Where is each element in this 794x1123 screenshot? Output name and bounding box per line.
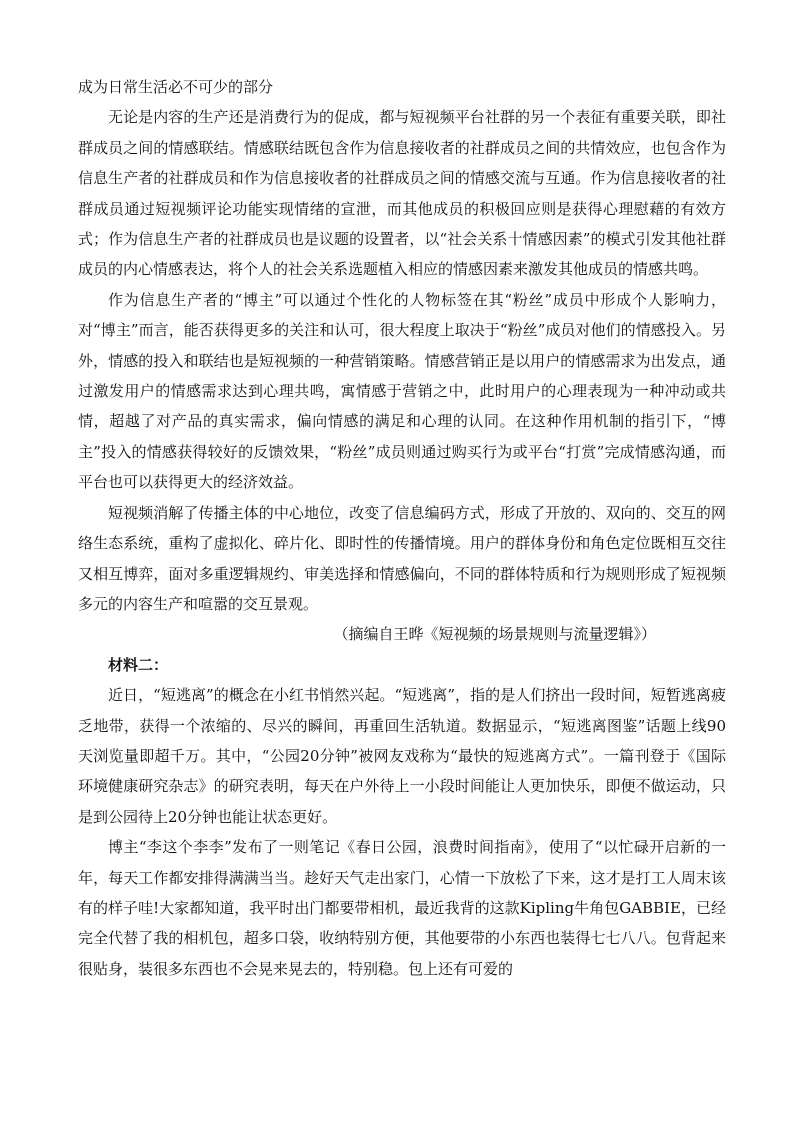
source-citation: （摘编自王晔《短视频的场景规则与流量逻辑》） <box>333 625 656 644</box>
paragraph-emotional-bond: 无论是内容的生产还是消费行为的促成，都与短视频平台社群的另一个表征有重要关联，即社群成员之间的情感联结。情感联结既包含作为信息接收者的社群成员之间的共情效应，也包含作为信息生产者的社群成员和作为信息接收者的社群成员之间的情感交流与互通。作为信息接收者的社群成员通过短视频评论功能实现情绪的宣泄，而其他成员的积极回应则是获得心理慰藉的有效方式；作为信息生产者的社群成员也是议题的设置者，以“社会关系十情感因素”的模式引发其他社群成员的内心情感表达，将个人的社会关系选题植入相应的情感因素来激发其他成员的情感共鸣。 <box>78 108 726 279</box>
paragraph-blogger-note: 博主“李这个李李”发布了一则笔记《春日公园，浪费时间指南》，使用了“以忙碌开启新的一年，每天工作都安排得满满当当。趁好天气走出家门，心情一下放松了下来，这才是打工人周末该有的样子哇!大家都知道，我平时出门都要带相机，最近我背的这款Kipling牛角包GABBIE，已经完全代替了我的相机包，超多口袋，收纳特别方便，其他要带的小东西也装得七七八八。包背起来很贴身，装很多东西也不会晃来晃去的，特别稳。包上还有可爱的 <box>78 838 726 978</box>
document-page <box>78 72 726 984</box>
paragraph-continuation: 成为日常生活必不可少的部分 <box>78 78 274 96</box>
paragraph-network-ecosystem: 短视频消解了传播主体的中心地位，改变了信息编码方式，形成了开放的、双向的、交互的网络生态系统，重构了虚拟化、碎片化、即时性的传播情境。用户的群体身份和角色定位既相互交往又相互博弈，面对多重逻辑规约、审美选择和情感偏向，不同的群体特质和行为规则形成了短视频多元的内容生产和喧嚣的交互景观。 <box>78 503 726 613</box>
material-two-heading: 材料二： <box>108 655 169 674</box>
paragraph-blogger-influence: 作为信息生产者的“博主”可以通过个性化的人物标签在其“粉丝”成员中形成个人影响力，对“博主”而言，能否获得更多的关注和认可，很大程度上取决于“粉丝”成员对他们的情感投入。另外，情感的投入和联结也是短视频的一种营销策略。情感营销正是以用户的情感需求为出发点，通过激发用户的情感需求达到心理共鸣，寓情感于营销之中，此时用户的心理表现为一种冲动或共情，超越了对产品的真实需求，偏向情感的满足和心理的认同。在这种作用机制的指引下，“博主”投入的情感获得较好的反馈效果，“粉丝”成员则通过购买行为或平台“打赏”完成情感沟通，而平台也可以获得更大的经济效益。 <box>78 290 726 492</box>
paragraph-short-escape: 近日，“短逃离”的概念在小红书悄然兴起。“短逃离”，指的是人们挤出一段时间，短暂逃离疲乏地带，获得一个浓缩的、尽兴的瞬间，再重回生活轨道。数据显示，“短逃离图鉴”话题上线90天浏览量即超千万。其中，“公园20分钟”被网友戏称为“最快的短逃离方式”。一篇刊登于《国际环境健康研究杂志》的研究表明，每天在户外待上一小段时间能让人更加快乐，即便不做运动，只是到公园待上20分钟也能让状态更好。 <box>78 686 726 826</box>
